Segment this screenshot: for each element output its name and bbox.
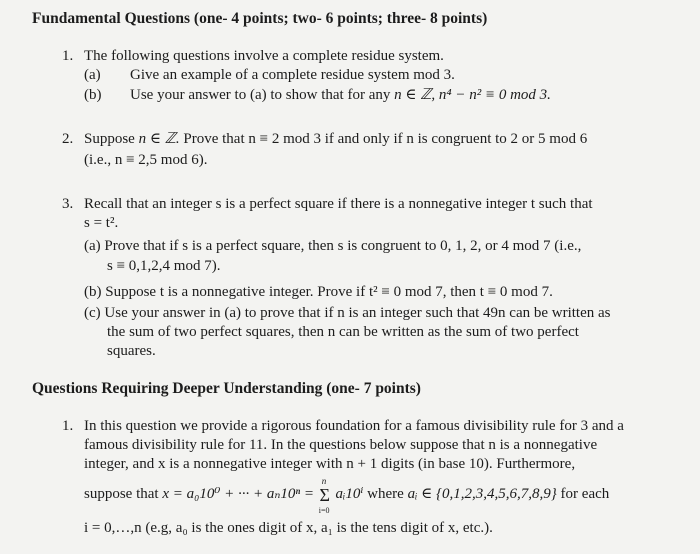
- d1-line3: integer, and x is a nonnegative integer with n + 1 digits (in base 10). Furthermore,: [84, 456, 576, 472]
- q3-line1: Recall that an integer s is a perfect square if there is a nonnegative integer t such that: [84, 196, 593, 212]
- q3c-line2: the sum of two perfect squares, then n can be written as the sum of two perfect: [107, 324, 579, 340]
- d1-line5: i = 0,…,n (e.g, a₀ is the ones digit of x, a₁ is the tens digit of x, etc.).: [84, 520, 493, 536]
- sum-upper-limit: n: [321, 476, 327, 486]
- d1-line4-eq: x = a₀10⁰ + ··· + aₙ10ⁿ =: [162, 486, 315, 502]
- section-header-fundamental: Fundamental Questions (one- 4 points; two- 6 points; three- 8 points): [32, 10, 488, 27]
- d1-line4-set: aᵢ ∈ {0,1,2,3,4,5,6,7,8,9}: [407, 486, 557, 502]
- q1-number: 1.: [62, 48, 74, 64]
- q3-line2: s = t².: [84, 215, 119, 231]
- q3-number: 3.: [62, 196, 74, 212]
- d1-number: 1.: [62, 418, 74, 434]
- q1a-text: Give an example of a complete residue system mod 3.: [130, 67, 455, 83]
- q1-intro: The following questions involve a complete residue system.: [84, 48, 444, 64]
- q2-line1: [84, 130, 587, 150]
- d1-line4-where: where: [367, 486, 404, 502]
- d1-line4: [84, 476, 610, 515]
- d1-line4-term: aᵢ10ⁱ: [335, 486, 364, 502]
- q1b-label: (b): [84, 87, 102, 103]
- d1-line4-post: for each: [560, 486, 610, 502]
- q1b-math: n ∈ ℤ, n⁴ − n² ≡ 0 mod 3.: [394, 87, 551, 103]
- q3a-line2: s ≡ 0,1,2,4 mod 7).: [107, 258, 221, 274]
- q3c-line1: (c) Use your answer in (a) to prove that if n is an integer such that 49n can be written as: [84, 305, 611, 321]
- sum-lower-limit: i=0: [318, 506, 330, 515]
- q3a-line1: (a) Prove that if s is a perfect square, then s is congruent to 0, 1, 2, or 4 mod 7 (i.e.,: [84, 238, 582, 254]
- sum-sigma: Σ: [319, 485, 330, 505]
- q2-number: 2.: [62, 131, 74, 147]
- q1b-text-pre: Use your answer to (a) to show that for any: [130, 87, 391, 103]
- q2-line1-post: Prove that n ≡ 2 mod 3 if and only if n is congruent to 2 or 5 mod 6: [183, 131, 588, 147]
- q2-line1-pre: Suppose: [84, 131, 135, 147]
- q2-line2: (i.e., n ≡ 2,5 mod 6).: [84, 152, 208, 168]
- summation-symbol: [318, 476, 332, 515]
- q2-line1-math: n ∈ ℤ.: [138, 131, 180, 147]
- q3b-text: (b) Suppose t is a nonnegative integer. Prove if t² ≡ 0 mod 7, then t ≡ 0 mod 7.: [84, 284, 553, 300]
- q1a-label: (a): [84, 67, 101, 83]
- d1-line1: In this question we provide a rigorous foundation for a famous divisibility rule for 3 and a: [84, 418, 624, 434]
- q3c-line3: squares.: [107, 343, 156, 359]
- q1b-text: [130, 86, 551, 106]
- section-header-deeper: Questions Requiring Deeper Understanding (one- 7 points): [32, 380, 421, 397]
- d1-line4-pre: suppose that: [84, 486, 159, 502]
- d1-line2: famous divisibility rule for 11. In the questions below suppose that n is a nonnegative: [84, 437, 598, 453]
